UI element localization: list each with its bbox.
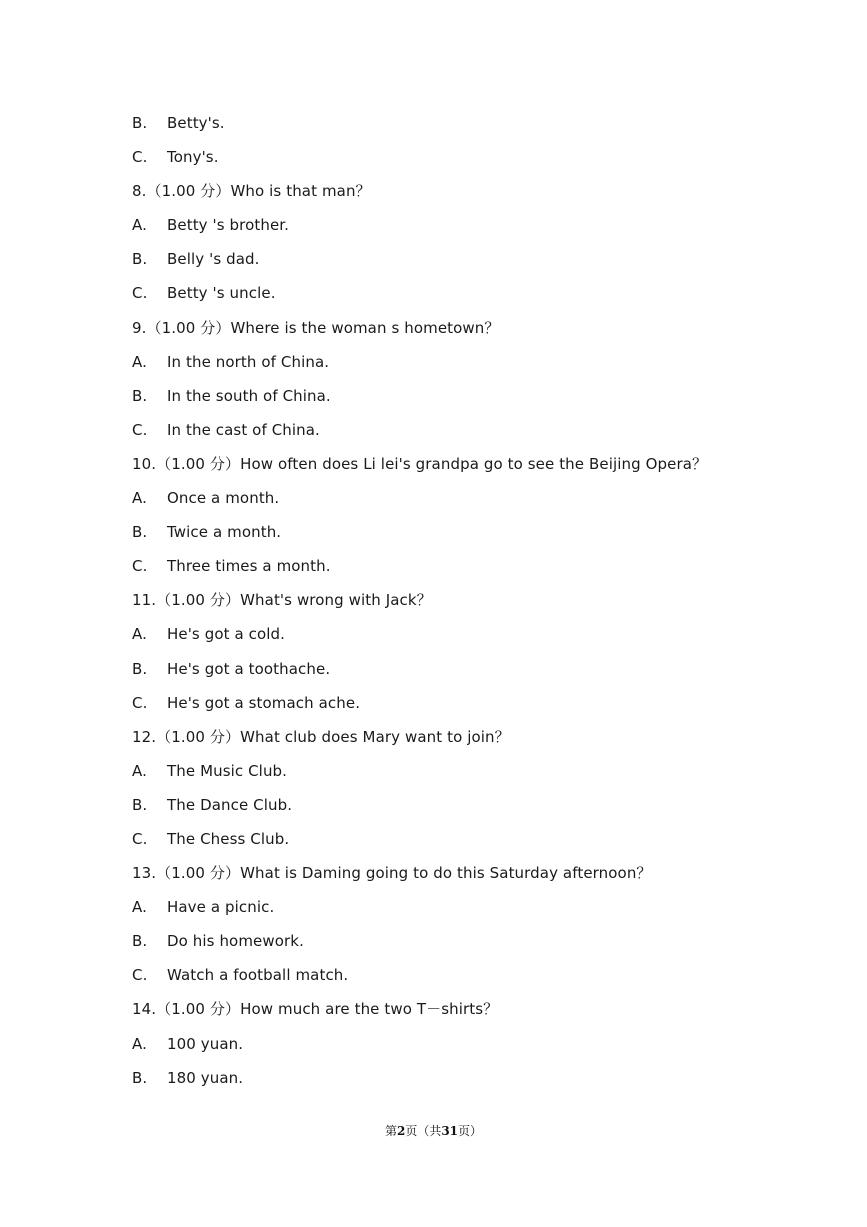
option-letter: A. — [132, 489, 147, 508]
question-number: 13. — [132, 864, 157, 883]
question-score: （1.00 分） — [156, 591, 241, 610]
answer-option — [132, 621, 832, 655]
option-text: Tony's. — [167, 148, 219, 167]
option-letter: A. — [132, 761, 147, 780]
answer-option — [132, 383, 832, 417]
question-number: 11. — [132, 591, 157, 610]
page-footer — [0, 1122, 867, 1139]
answer-option — [132, 553, 832, 587]
option-text: Have a picnic. — [167, 898, 275, 917]
question-text: Who is that man？ — [230, 182, 371, 201]
answer-option — [132, 349, 832, 383]
option-text: Once a month. — [167, 489, 280, 508]
question-line — [132, 315, 832, 349]
footer-middle: 页（共 — [405, 1124, 442, 1138]
answer-option — [132, 656, 832, 690]
option-text: In the south of China. — [167, 386, 331, 405]
footer-page-number: 2 — [396, 1124, 406, 1138]
option-text: Belly 's dad. — [167, 250, 260, 269]
option-letter: C. — [132, 284, 148, 303]
option-text: Twice a month. — [167, 523, 282, 542]
footer-total-pages: 31 — [441, 1124, 459, 1138]
answer-option — [132, 758, 832, 792]
option-letter: B. — [132, 932, 148, 951]
question-line — [132, 724, 832, 758]
answer-option — [132, 144, 832, 178]
answer-option — [132, 894, 832, 928]
answer-option — [132, 690, 832, 724]
option-text: He's got a toothache. — [167, 659, 331, 678]
answer-option — [132, 519, 832, 553]
option-text: Watch a football match. — [167, 966, 349, 985]
option-letter: A. — [132, 1034, 147, 1053]
answer-option — [132, 928, 832, 962]
footer-suffix: 页） — [458, 1124, 483, 1138]
option-letter: A. — [132, 216, 147, 235]
question-number: 14. — [132, 1000, 157, 1019]
option-text: The Chess Club. — [167, 829, 290, 848]
question-text: How much are the two T－shirts？ — [240, 1000, 499, 1019]
answer-option — [132, 417, 832, 451]
option-letter: C. — [132, 829, 148, 848]
option-text: Betty 's brother. — [167, 216, 290, 235]
option-letter: A. — [132, 625, 147, 644]
answer-option — [132, 826, 832, 860]
question-number: 9. — [132, 318, 147, 337]
option-letter: C. — [132, 693, 148, 712]
question-number: 12. — [132, 727, 157, 746]
question-score: （1.00 分） — [156, 454, 241, 473]
option-text: In the north of China. — [167, 352, 330, 371]
option-text: Betty's. — [167, 114, 225, 132]
answer-option — [132, 962, 832, 996]
question-text: What's wrong with Jack？ — [240, 591, 432, 610]
option-letter: B. — [132, 795, 148, 814]
question-text: What is Daming going to do this Saturday afternoon？ — [240, 864, 652, 883]
option-text: The Dance Club. — [167, 795, 293, 814]
question-text: What club does Mary want to join？ — [240, 727, 510, 746]
answer-option — [132, 212, 832, 246]
answer-option — [132, 1031, 832, 1065]
question-score: （1.00 分） — [146, 182, 231, 201]
answer-option — [132, 110, 832, 144]
option-text: 180 yuan. — [167, 1068, 244, 1087]
question-score: （1.00 分） — [156, 1000, 241, 1019]
answer-option — [132, 246, 832, 280]
option-text: Betty 's uncle. — [167, 284, 276, 303]
option-letter: A. — [132, 898, 147, 917]
answer-option — [132, 792, 832, 826]
option-letter: B. — [132, 250, 148, 269]
question-score: （1.00 分） — [146, 318, 231, 337]
question-list — [132, 110, 832, 1099]
question-score: （1.00 分） — [156, 864, 241, 883]
answer-option — [132, 1065, 832, 1099]
option-letter: C. — [132, 966, 148, 985]
question-score: （1.00 分） — [156, 727, 241, 746]
question-number: 8. — [132, 182, 147, 201]
question-text: Where is the woman s hometown？ — [230, 318, 500, 337]
question-line — [132, 178, 832, 212]
option-text: He's got a stomach ache. — [167, 693, 361, 712]
option-letter: C. — [132, 148, 148, 167]
option-letter: C. — [132, 420, 148, 439]
question-number: 10. — [132, 454, 157, 473]
option-letter: B. — [132, 659, 148, 678]
question-text: How often does Li lei's grandpa go to see the Beijing Opera？ — [240, 454, 708, 473]
question-line — [132, 860, 832, 894]
option-letter: B. — [132, 523, 148, 542]
answer-option — [132, 485, 832, 519]
option-text: In the cast of China. — [167, 420, 320, 439]
option-text: Do his homework. — [167, 932, 304, 951]
question-line — [132, 996, 832, 1030]
answer-option — [132, 280, 832, 314]
question-line — [132, 587, 832, 621]
option-text: He's got a cold. — [167, 625, 286, 644]
option-letter: B. — [132, 386, 148, 405]
option-text: 100 yuan. — [167, 1034, 244, 1053]
option-letter: A. — [132, 352, 147, 371]
option-letter: B. — [132, 114, 148, 132]
option-text: The Music Club. — [167, 761, 288, 780]
question-line — [132, 451, 832, 485]
option-letter: C. — [132, 557, 148, 576]
option-text: Three times a month. — [167, 557, 331, 576]
option-letter: B. — [132, 1068, 148, 1087]
footer-prefix: 第 — [384, 1124, 397, 1138]
